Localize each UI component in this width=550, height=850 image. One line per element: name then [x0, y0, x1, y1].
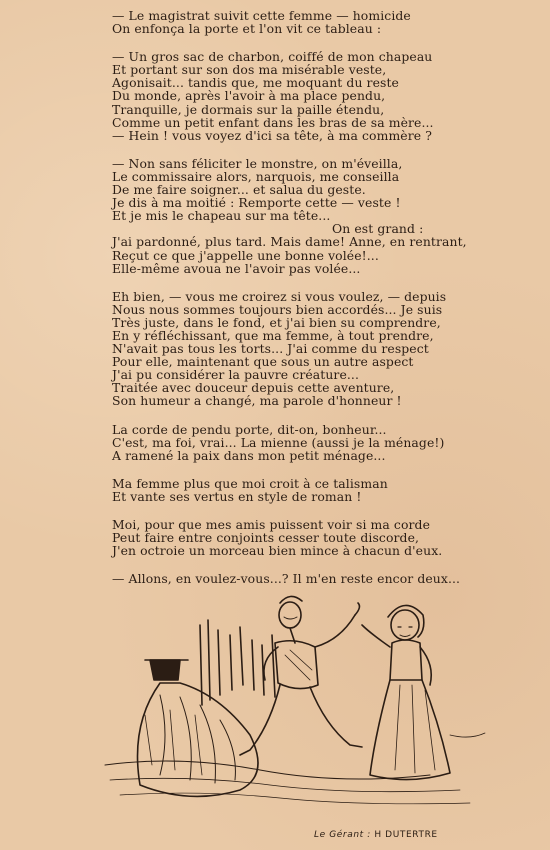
verse-line: Et vante ses vertus en style de roman ! — [112, 488, 362, 504]
verse-line: Très juste, dans le fond, et j'ai bien su comprendre, — [112, 314, 441, 330]
verse-line: Eh bien, — vous me croirez si vous voulez, — depuis — [112, 288, 447, 304]
verse-line: Nous nous sommes toujours bien accordés... Je suis — [112, 301, 443, 317]
verse-line: Son humeur a changé, ma parole d'honneur ! — [112, 393, 402, 409]
verse-line: Reçut ce que j'appelle une bonne volée!... — [112, 247, 379, 263]
verse-line: — Non sans féliciter le monstre, on m'éveilla, — [112, 155, 403, 171]
verse-line: C'est, ma foi, vrai... La mienne (aussi je la ménage!) — [112, 434, 445, 450]
verse-line: Ma femme plus que moi croit à ce talisman — [112, 475, 388, 491]
verse-line: On enfonça la porte et l'on vit ce tableau : — [112, 21, 382, 37]
verse-line: On est grand : — [332, 221, 424, 237]
verse-line: En y réfléchissant, que ma femme, à tout prendre, — [112, 327, 434, 343]
verse-line: Je dis à ma moitié : Remporte cette — veste ! — [112, 195, 401, 211]
poem-text — [112, 9, 532, 600]
verse-line: Tranquille, je dormais sur la paille étendu, — [112, 101, 385, 117]
footer-imprint — [314, 830, 438, 840]
verse-line: — Un gros sac de charbon, coiffé de mon chapeau — [112, 49, 433, 65]
stanza — [112, 290, 532, 408]
stanza — [112, 572, 532, 585]
verse-line: — Hein ! vous voyez d'ici sa tête, à ma commère ? — [112, 127, 432, 143]
footer-label: Le Gérant : — [314, 830, 371, 840]
verse-line: Et je mis le chapeau sur ma tête... — [112, 208, 331, 224]
verse-line: De me faire soigner... et salua du geste. — [112, 182, 366, 198]
verse-line: Elle-même avoua ne l'avoir pas volée... — [112, 260, 361, 276]
verse-line: J'ai pu considérer la pauvre créature... — [112, 367, 359, 383]
verse-line: La corde de pendu porte, dit-on, bonheur... — [112, 421, 387, 437]
verse-line: N'avait pas tous les torts... J'ai comme du respect — [112, 341, 429, 357]
stanza — [112, 518, 532, 557]
verse-line: Moi, pour que mes amis puissent voir si ma corde — [112, 517, 431, 532]
verse-line: Pour elle, maintenant que sous un autre aspect — [112, 354, 414, 370]
verse-line: A ramené la paix dans mon petit ménage... — [112, 447, 386, 463]
stanza — [112, 9, 532, 35]
verse-line: — Allons, en voulez-vous...? Il m'en reste encor deux... — [112, 571, 461, 587]
stanza — [112, 477, 532, 503]
verse-line: — Le magistrat suivit cette femme — homicide — [112, 8, 411, 23]
verse-line: J'ai pardonné, plus tard. Mais dame! Anne, en rentrant, — [112, 234, 467, 250]
verse-line: Agonisait... tandis que, me moquant du reste — [112, 75, 399, 91]
verse-line: Comme un petit enfant dans les bras de sa mère... — [112, 114, 434, 130]
stanza — [112, 423, 532, 462]
stanza — [112, 50, 532, 142]
verse-line: Traitée avec douceur depuis cette aventure, — [112, 380, 395, 396]
footer-name: H DUTERTRE — [374, 830, 438, 840]
verse-line: Le commissaire alors, narquois, me conseilla — [112, 168, 400, 184]
verse-line: Peut faire entre conjoints cesser toute discorde, — [112, 530, 420, 546]
verse-line: Et portant sur son dos ma misérable veste, — [112, 62, 387, 78]
stanza — [112, 157, 532, 275]
verse-line: J'en octroie un morceau bien mince à chacun d'eux. — [112, 543, 443, 559]
engraving-illustration — [100, 585, 490, 815]
verse-line: Du monde, après l'avoir à ma place pendu, — [112, 88, 386, 104]
